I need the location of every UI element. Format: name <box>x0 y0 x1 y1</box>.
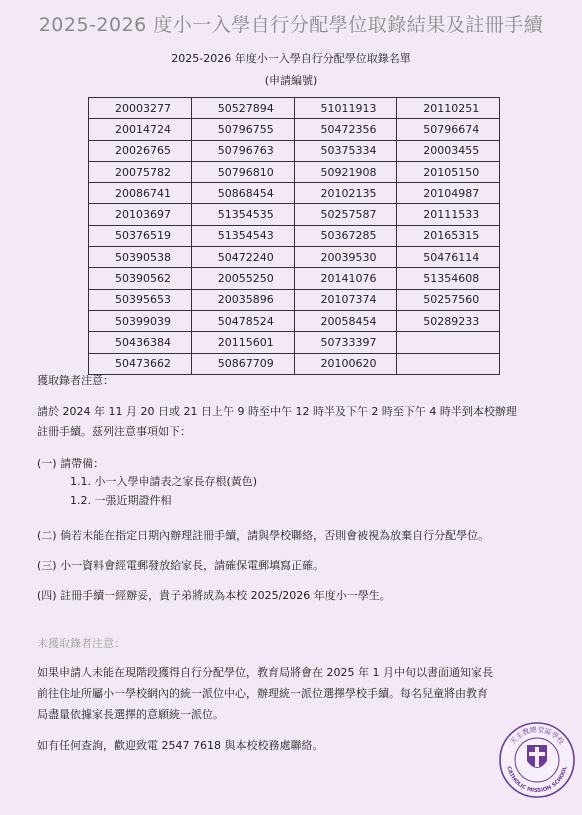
application-number-cell: 50376519 <box>89 225 192 246</box>
school-seal <box>498 721 576 799</box>
list-title: 2025-2026 年度小一入學自行分配學位取錄名單 <box>171 52 411 65</box>
application-number-cell: 20035896 <box>191 289 294 310</box>
application-number-cell: 20115601 <box>191 332 294 353</box>
application-number-cell: 50289233 <box>397 310 500 331</box>
admitted-intro-line1: 請於 2024 年 11 月 20 日或 21 日上午 9 時至中午 12 時半及下午 2 時至下午 4 時半到本校辦理 <box>37 405 517 418</box>
contact-info: 如有任何查詢，歡迎致電 2547 7618 與本校校務處聯絡。 <box>37 739 324 752</box>
application-number-cell: 50796763 <box>191 140 294 161</box>
table-row <box>89 225 500 246</box>
application-number-cell: 20003455 <box>397 140 500 161</box>
table-row <box>89 289 500 310</box>
table-row <box>89 353 500 374</box>
cross-icon <box>527 745 547 768</box>
application-number-cell: 20003277 <box>89 98 192 119</box>
table-row <box>89 140 500 161</box>
application-number-cell <box>397 353 500 374</box>
application-number-cell: 50473662 <box>89 353 192 374</box>
application-number-cell: 20055250 <box>191 268 294 289</box>
seal-bottom-text: CATHOLIC MISSION SCHOOL <box>505 765 569 795</box>
table-row <box>89 98 500 119</box>
application-number-cell: 50395653 <box>89 289 192 310</box>
application-number-cell: 51354535 <box>191 204 294 225</box>
application-number-cell: 20107374 <box>294 289 397 310</box>
list-subtitle: (申請編號) <box>264 74 318 87</box>
application-number-cell: 50921908 <box>294 161 397 182</box>
application-number-cell: 20100620 <box>294 353 397 374</box>
application-number-cell: 50375334 <box>294 140 397 161</box>
application-number-cell: 51354608 <box>397 268 500 289</box>
table-row <box>89 310 500 331</box>
application-number-cell: 20104987 <box>397 183 500 204</box>
item1-label: (一) 請帶備： <box>37 457 105 470</box>
application-number-cell: 50796755 <box>191 119 294 140</box>
application-number-cell: 20014724 <box>89 119 192 140</box>
application-number-cell: 20141076 <box>294 268 397 289</box>
application-number-cell: 50796674 <box>397 119 500 140</box>
application-number-cell: 50527894 <box>191 98 294 119</box>
table-row <box>89 268 500 289</box>
application-number-cell: 50733397 <box>294 332 397 353</box>
not-admitted-line1: 如果申請人未能在現階段獲得自行分配學位，教育局將會在 2025 年 1 月中旬以書面通知家長 <box>37 666 493 679</box>
item2: (二) 倘若未能在指定日期內辦理註冊手續，請與學校聯絡，否則會被視為放棄自行分配學位。 <box>37 529 490 542</box>
application-number-cell: 20103697 <box>89 204 192 225</box>
application-number-cell: 50868454 <box>191 183 294 204</box>
application-number-cell: 50472356 <box>294 119 397 140</box>
application-number-cell: 50390538 <box>89 247 192 268</box>
table-row <box>89 119 500 140</box>
application-number-cell: 50478524 <box>191 310 294 331</box>
application-number-cell: 20110251 <box>397 98 500 119</box>
item1-sub2: 1.2. 一張近期證件相 <box>70 494 172 507</box>
page-title: 2025-2026 度小一入學自行分配學位取錄結果及註冊手續 <box>38 14 544 36</box>
application-number-cell: 20165315 <box>397 225 500 246</box>
application-number-cell: 20086741 <box>89 183 192 204</box>
table-row <box>89 204 500 225</box>
application-number-cell: 50367285 <box>294 225 397 246</box>
item1-sub1: 1.1. 小一入學申請表之家長存根(黃色) <box>70 475 258 488</box>
not-admitted-heading: 未獲取錄者注意： <box>37 637 125 650</box>
application-number-table <box>88 97 500 375</box>
application-number-cell: 51354543 <box>191 225 294 246</box>
admitted-intro-line2: 註冊手續。茲列注意事項如下： <box>37 425 191 438</box>
application-number-cell: 50796810 <box>191 161 294 182</box>
not-admitted-line2: 前往住址所屬小一學校網內的統一派位中心，辦理統一派位選擇學校手續。每名兒童將由教育 <box>37 687 488 700</box>
application-number-cell: 50257560 <box>397 289 500 310</box>
application-number-cell: 20102135 <box>294 183 397 204</box>
application-number-cell: 50472240 <box>191 247 294 268</box>
table-row <box>89 183 500 204</box>
application-number-cell: 20111533 <box>397 204 500 225</box>
table-row <box>89 247 500 268</box>
application-number-cell <box>397 332 500 353</box>
application-number-cell: 20039530 <box>294 247 397 268</box>
application-number-cell: 20058454 <box>294 310 397 331</box>
item4: (四) 註冊手續一經辦妥，貴子弟將成為本校 2025/2026 年度小一學生。 <box>37 589 391 602</box>
seal-top-text: 天主教總堂區學校 <box>508 725 566 747</box>
application-number-cell: 50436384 <box>89 332 192 353</box>
application-number-cell: 50399039 <box>89 310 192 331</box>
application-number-cell: 50867709 <box>191 353 294 374</box>
application-number-cell: 20026765 <box>89 140 192 161</box>
application-number-cell: 50476114 <box>397 247 500 268</box>
application-number-cell: 20105150 <box>397 161 500 182</box>
application-number-cell: 51011913 <box>294 98 397 119</box>
application-number-cell: 50257587 <box>294 204 397 225</box>
application-number-cell: 20075782 <box>89 161 192 182</box>
application-number-cell: 50390562 <box>89 268 192 289</box>
table-row <box>89 161 500 182</box>
admitted-heading: 獲取錄者注意： <box>37 374 114 387</box>
item3: (三) 小一資料會經電郵發放給家長，請確保電郵填寫正確。 <box>37 559 325 572</box>
not-admitted-line3: 局盡量依據家長選擇的意願統一派位。 <box>37 708 224 721</box>
table-row <box>89 332 500 353</box>
